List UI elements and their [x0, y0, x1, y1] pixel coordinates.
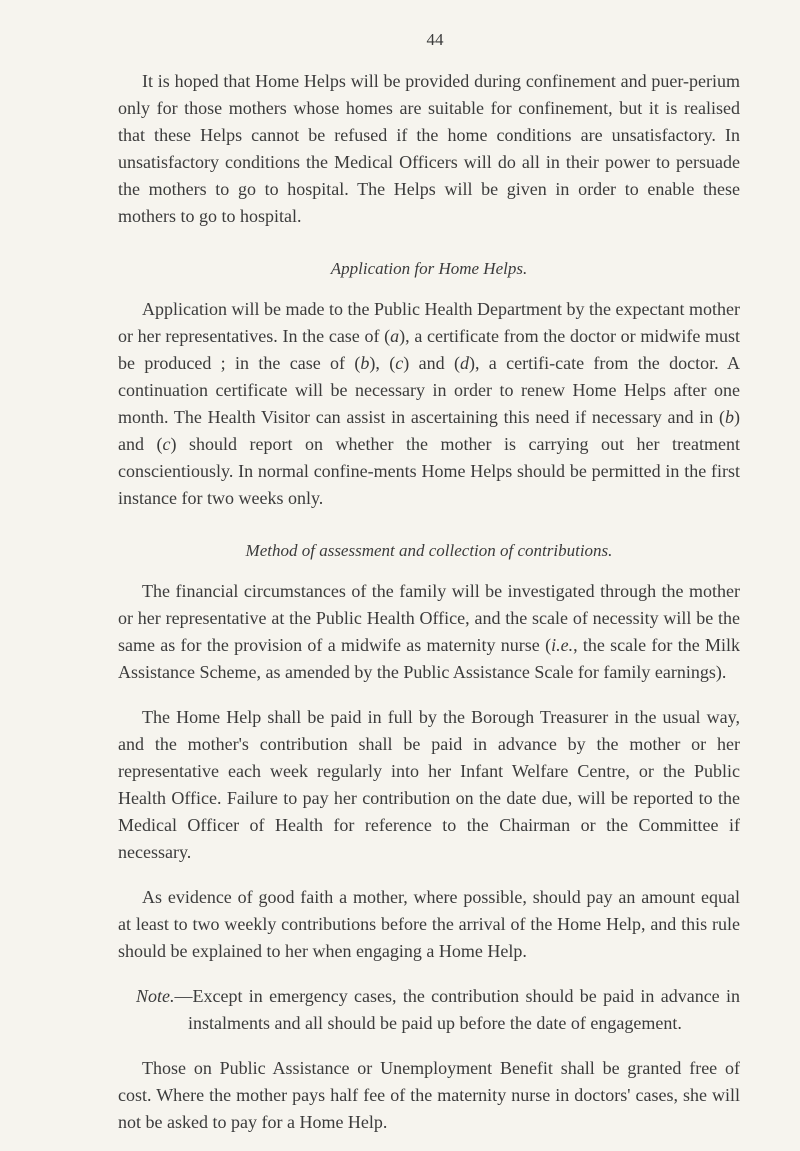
- paragraph-application: [118, 296, 740, 512]
- text-fragment: ) and (: [118, 407, 740, 454]
- case-letter: c: [395, 353, 404, 373]
- paragraph-payment: The Home Help shall be paid in full by the Borough Treasurer in the usual way, and the mother's contribution shall be paid in advance by the mother or her representative each week regularly into her Infant Welfare Centre, or the Public Health Office. Failure to pay her contribution on the date due, will be reported to the Medical Officer of Health for reference to the Chairman or the Committee if necessary.: [118, 707, 740, 862]
- text-fragment: ), a certificate from the doctor or midwife must be produced ; in the case of (: [118, 326, 740, 373]
- note-text: —Except in emergency cases, the contribution should be paid in advance in instalments and all should be paid up before the date of engagement.: [174, 986, 740, 1033]
- case-letter: b: [725, 407, 734, 427]
- case-letter: d: [459, 353, 469, 373]
- document-page: [118, 30, 740, 1136]
- text-fragment: ), (: [369, 353, 396, 373]
- page-number: 44: [426, 30, 444, 49]
- note-paragraph: [118, 983, 740, 1037]
- case-letter: a: [390, 326, 400, 346]
- heading-application: Application for Home Helps.: [330, 259, 528, 278]
- abbreviation-ie: i.e.: [551, 635, 574, 655]
- paragraph-public-assistance: Those on Public Assistance or Unemployment Benefit shall be granted free of cost. Where the mother pays half fee of the maternity nurse in doctors' cases, she will not be asked to pay for a Home Help.: [118, 1058, 740, 1132]
- paragraph-home-helps-confinement: It is hoped that Home Helps will be provided during confinement and puer-perium only for those mothers whose homes are suitable for confinement, but it is realised that these Helps cannot be refused if the home conditions are unsatisfactory. In unsatisfactory conditions the Medical Officers will do all in their power to persuade the mothers to go to hospital. The Helps will be given in order to enable these mothers to go to hospital.: [118, 71, 740, 226]
- case-letter: c: [162, 434, 171, 454]
- note-label: Note.: [136, 986, 175, 1006]
- heading-method-of-assessment: Method of assessment and collection of contributions.: [245, 541, 613, 560]
- paragraph-financial-circumstances: [118, 578, 740, 686]
- text-fragment: Application will be made to the Public Health Department by the expectant mother or her representatives. In the case of (: [118, 299, 740, 346]
- case-letter: b: [360, 353, 370, 373]
- text-fragment: ) and (: [403, 353, 460, 373]
- text-fragment: ) should report on whether the mother is carrying out her treatment conscientiously. In normal confine-ments Home Helps should be permitted in the first instance for two weeks only.: [118, 434, 740, 508]
- text-fragment: ), a certifi-cate from the doctor. A continuation certificate will be necessary in order to renew Home Helps after one month. The Health Visitor can assist in ascertaining this need if necessary and in (: [118, 353, 740, 427]
- text-fragment: , the scale for the Milk Assistance Scheme, as amended by the Public Assistance Scale for family earnings).: [118, 635, 740, 682]
- text-fragment: The financial circumstances of the family will be investigated through the mother or her representative at the Public Health Office, and the scale of necessity will be the same as for the provision of a midwife as maternity nurse (: [118, 581, 740, 655]
- paragraph-good-faith: As evidence of good faith a mother, where possible, should pay an amount equal at least to two weekly contributions before the arrival of the Home Help, and this rule should be explained to her when engaging a Home Help.: [118, 887, 740, 961]
